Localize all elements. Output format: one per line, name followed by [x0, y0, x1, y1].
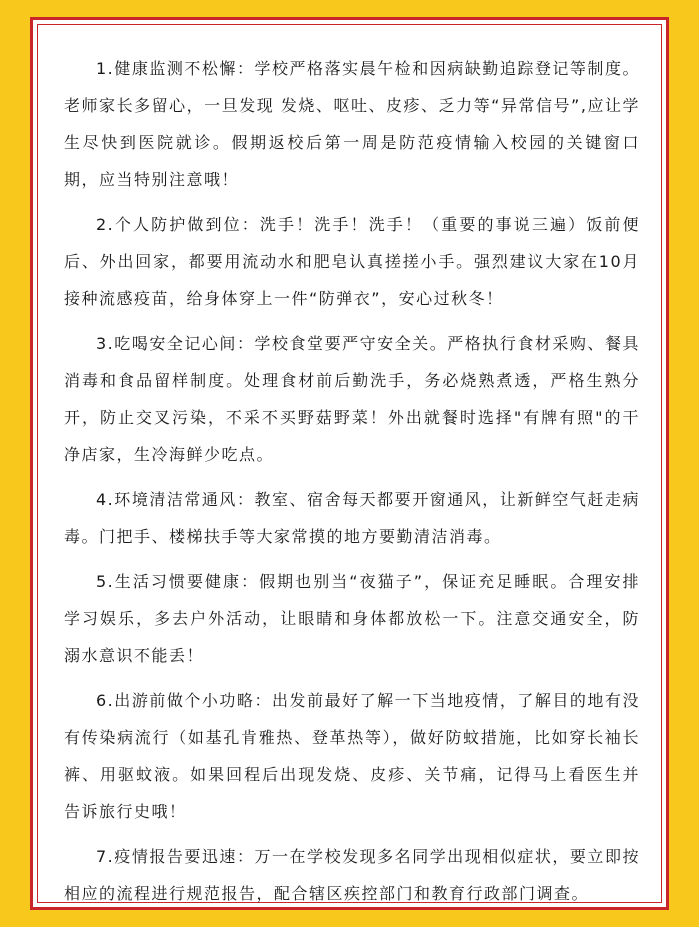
- paragraph-environment-cleaning: 4.环境清洁常通风：教室、宿舍每天都要开窗通风，让新鲜空气赶走病毒。门把手、楼梯扶手等大家常摸的地方要勤清洁消毒。: [64, 490, 640, 546]
- paragraph-personal-protection: 2.个人防护做到位：洗手！洗手！洗手！（重要的事说三遍）饭前便后、外出回家，都要用流动水和肥皂认真搓搓小手。强烈建议大家在10月接种流感疫苗，给身体穿上一件“防弹衣”，安心过秋冬！: [64, 215, 640, 308]
- article-body: [64, 50, 640, 920]
- paragraph-travel-tips: 6.出游前做个小功略：出发前最好了解一下当地疫情，了解目的地有没有传染病流行（如基孔肯雅热、登革热等），做好防蚊措施，比如穿长袖长裤、用驱蚊液。如果回程后出现发烧、皮疹、关节痛，记得马上看医生并告诉旅行史哦！: [64, 691, 640, 821]
- paragraph-health-monitoring: 1.健康监测不松懈：学校严格落实晨午检和因病缺勤追踪登记等制度。老师家长多留心，一旦发现 发烧、呕吐、皮疹、乏力等“异常信号”,应让学生尽快到医院就诊。假期返校后第一周是防范疫情输入校园的关键窗口期，应当特别注意哦！: [64, 59, 640, 189]
- paragraph-healthy-habits: 5.生活习惯要健康：假期也别当“夜猫子”，保证充足睡眠。合理安排学习娱乐，多去户外活动，让眼睛和身体都放松一下。注意交通安全，防溺水意识不能丢！: [64, 572, 640, 665]
- paragraph-food-safety: 3.吃喝安全记心间：学校食堂要严守安全关。严格执行食材采购、餐具消毒和食品留样制度。处理食材前后勤洗手，务必烧熟煮透，严格生熟分开，防止交叉污染，不采不买野菇野菜！外出就餐时选择"有牌有照"的干净店家，生冷海鲜少吃点。: [64, 334, 640, 464]
- paragraph-epidemic-reporting: 7.疫情报告要迅速：万一在学校发现多名同学出现相似症状，要立即按相应的流程进行规范报告，配合辖区疾控部门和教育行政部门调查。: [64, 847, 640, 903]
